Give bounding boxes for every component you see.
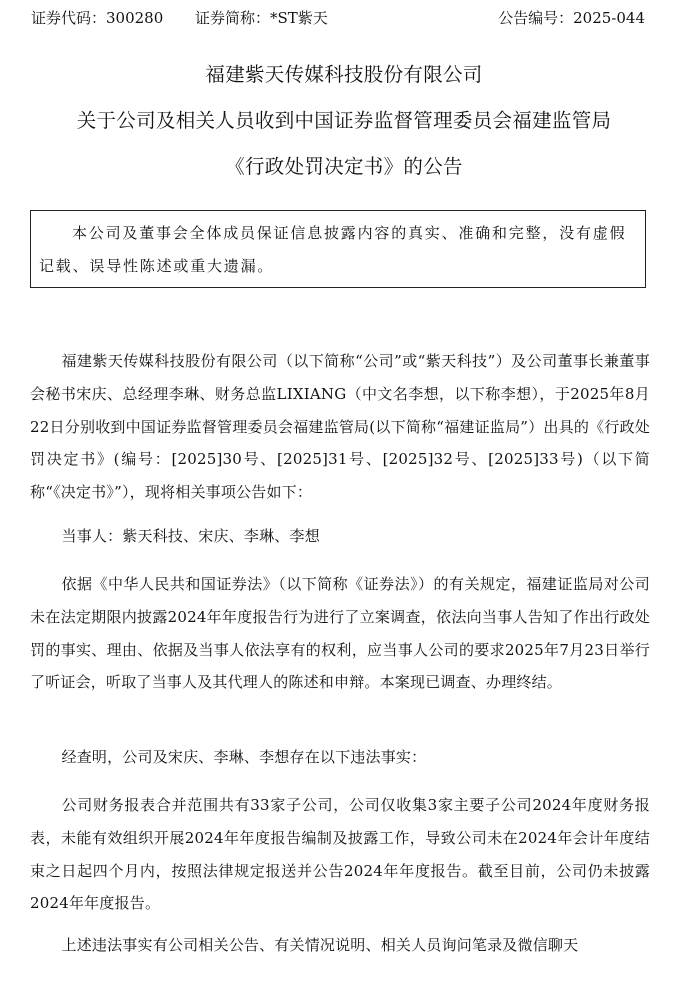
- disclaimer-box: [30, 210, 646, 288]
- paragraph-text: 公司财务报表合并范围共有33家子公司，公司仅收集3家主要子公司2024年度财务报表，未能有效组织开展2024年年度报告编制及披露工作，导致公司未在2024年会计年度结束之日起四个月内，按照法律规定报送并公告2024年年度报告。截至目前，公司仍未披露2024年年度报告。: [30, 796, 650, 913]
- paragraph-text: 当事人：紫天科技、宋庆、李琳、李想: [61, 527, 320, 545]
- announcement-title-line1: 关于公司及相关人员收到中国证券监督管理委员会福建监管局: [76, 109, 612, 132]
- paragraph-text: 经查明，公司及宋庆、李琳、李想存在以下违法事实：: [61, 748, 427, 766]
- body-paragraph-parties: [30, 520, 650, 553]
- announcement-number: 公告编号：2025-044: [498, 9, 645, 27]
- document-header: [0, 6, 688, 30]
- security-code: 证券代码：300280: [31, 9, 164, 27]
- body-paragraph-facts: [30, 789, 650, 920]
- body-paragraph-basis: [30, 568, 650, 699]
- company-title: 福建紫天传媒科技股份有限公司: [205, 63, 483, 86]
- paragraph-text: 依据《中华人民共和国证券法》（以下简称《证券法》）的有关规定，福建证监局对公司未在法定期限内披露2024年年度报告行为进行了立案调查，依法向当事人告知了作出行政处罚的事实、理由、依据及当事人依法享有的权利，应当事人公司的要求2025年7月23日举行了听证会，听取了当事人及其代理人的陈述和申辩。本案现已调查、办理终结。: [30, 575, 650, 692]
- body-paragraph-findings-intro: [30, 741, 650, 774]
- paragraph-text: 福建紫天传媒科技股份有限公司（以下简称“公司”或“紫天科技”）及公司董事长兼董事会秘书宋庆、总经理李琳、财务总监LIXIANG（中文名李想，以下称李想），于2025年8月22日分别收到中国证券监督管理委员会福建监管局(以下简称“福建证监局”）出具的《行政处罚决定书》(编号：[2025]30号、[2025]31号、[2025]32号、[2025]33号)（以下简称“《决定书》”），现将相关事项公告如下：: [30, 352, 650, 502]
- announcement-title-line2: 《行政处罚决定书》的公告: [225, 155, 463, 178]
- disclaimer-text: 本公司及董事会全体成员保证信息披露内容的真实、准确和完整，没有虚假记载、误导性陈述或重大遗漏。: [39, 224, 627, 275]
- body-paragraph-evidence: [30, 929, 650, 962]
- body-paragraph-intro: [30, 345, 650, 509]
- paragraph-text: 上述违法事实有公司相关公告、有关情况说明、相关人员询问笔录及微信聊天: [61, 936, 579, 954]
- security-name: 证券简称：*ST紫天: [195, 9, 328, 27]
